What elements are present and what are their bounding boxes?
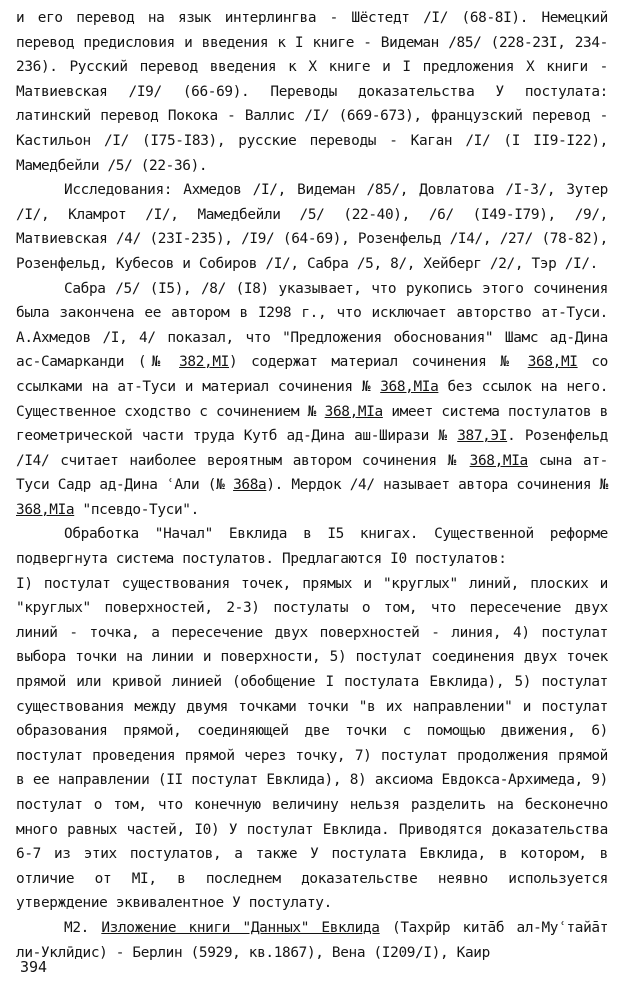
text-run: без ссылок на него. Существенное сходство с сочинением №	[16, 378, 609, 420]
paragraph-postulates-list: I) постулат существования точек, прямых и "круглых" линий, плоских и "круглых" поверхностей, 2-3) постулаты о том, что пересечение двух линий - точка, а пересечение двух поверхностей - линия, 4) постулат выбора точки на линии и поверхности, 5) постулат соединения двух точек прямой или кривой линией (обобщение I постулата Евклида), 5) постулат существования между двумя точками точки "в их направлении" и постулат образования прямой, соединяющей две точки с помощью движения, 6) постулат проведения прямой через точку, 7) постулат продолжения прямой в ее направлении (II постулат Евклида), 8) аксиома Евдокса-Архимеда, 9) постулат о том, что конечную величину нельзя разделить на бесконечно много равных частей, I0) У постулат Евклида. Приводятся доказательства 6-7 из этих постулатов, а также У постулата Евклида, в котором, в отличие от MI, в последнем доказательстве неявно используется утверждение эквивалентное У постулату.	[16, 575, 608, 912]
text-run: ) содержат материал сочинения №	[229, 354, 528, 371]
reference-link: 368,MI	[527, 354, 578, 371]
text-run: со ссылками на ат-Туси и материал сочинения №	[16, 354, 608, 395]
entry-title: Изложение книги "Данных" Евклида	[101, 919, 380, 936]
entry-details: (Тахрӣр китāб ал-Муʿтайāт ли-Уклӣдис) - Берлин (5929, кв.1867), Вена (I209/I), Каир	[16, 919, 609, 961]
text-run: ). Мердок /4/ называет автора сочинения №	[266, 477, 608, 494]
reference-link: 382,MI	[179, 354, 229, 371]
reference-link: 368,MIa	[324, 403, 383, 420]
reference-link: 368,MIa	[380, 378, 439, 395]
reference-link: 387,ЭI	[457, 428, 508, 445]
entry-number: M2.	[64, 919, 102, 936]
paragraph-studies: Исследования: Ахмедов /I/, Видеман /85/, Довлатова /I-3/, Зутер /I/, Кламрот /I/, Мамедбейли /5/ (22-40), /6/ (I49-I79), /9/, Матвиевская /4/ (23I-235), /I9/ (64-69), Розенфельд /I4/, /27/ (78-82), Розенфельд, Кубесов и Собиров /I/, Сабра /5, 8/, Хейберг /2/, Тэр /I/.	[16, 182, 608, 272]
text-run: Сабра /5/ (I5), /8/ (I8) указывает, что рукопись этого сочинения была закончена ее автором в I298 г., что исключает авторство ат-Туси. А.Ахмедов /I, 4/ показал, что "Предложения обоснования" Шамс ад-Дина ас-Самарканди (№	[16, 280, 608, 371]
reference-link: 368а	[233, 477, 267, 494]
text-run: имеет система постулатов в геометрической части труда Кутб ад-Дина аш-Ширази №	[16, 403, 608, 445]
paragraph-translations: и его перевод на язык интерлингва - Шёстедт /I/ (68-8I). Немецкий перевод предисловия и введения к I книге - Видеман /85/ (228-23I, 234-236). Русский перевод введения к X книге и I предложения X книги - Матвиевская /I9/ (66-69). Переводы доказательства У постулата: латинский перевод Покока - Валлис /I/ (669-673), французский перевод - Кастильон /I/ (I75-I83), русские переводы - Каган /I/ (I II9-I22), Мамедбейли /5/ (22-36).	[16, 10, 608, 174]
paragraph-m2-entry	[16, 916, 608, 965]
paragraph-authorship	[16, 277, 608, 523]
reference-link: 368,MIa	[16, 501, 75, 518]
text-run: "псевдо-Туси".	[74, 501, 199, 518]
page-number: 394	[20, 958, 48, 976]
text-run: сына ат-Туси Садр ад-Дина ʿАли (№	[16, 452, 608, 494]
text-run: . Розенфельд /I4/ считает наиболее вероятным автором сочинения №	[16, 428, 608, 469]
reference-link: 368,MIa	[469, 452, 528, 469]
document-page	[16, 6, 608, 965]
paragraph-euclid-elements: Обработка "Начал" Евклида в I5 книгах. Существенной реформе подвергнута система постулатов. Предлагаются I0 постулатов:	[16, 526, 608, 568]
